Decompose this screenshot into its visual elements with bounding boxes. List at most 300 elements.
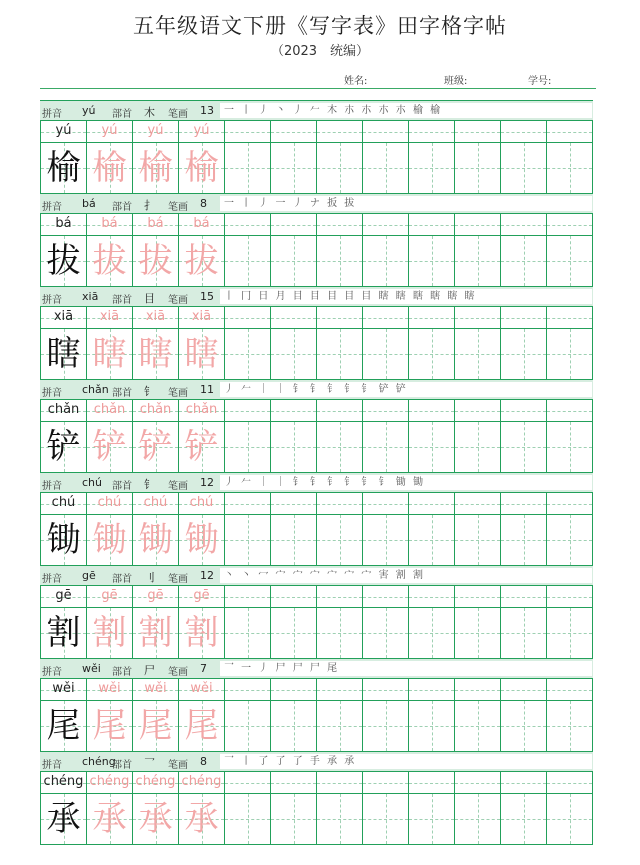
pinyin-cell[interactable] (316, 493, 362, 514)
radical-value: 尸 (144, 664, 155, 677)
trace-character: 榆 (92, 148, 127, 188)
trace-character: 铲 (138, 427, 173, 467)
strokes-label: 笔画 (168, 760, 188, 771)
pinyin-cell[interactable] (40, 493, 86, 514)
tianzige-cell[interactable] (40, 794, 86, 844)
tianzige-cell[interactable] (362, 143, 408, 193)
tianzige-cell[interactable] (40, 329, 86, 379)
pinyin-cell[interactable] (316, 586, 362, 607)
tianzige-cell[interactable] (454, 236, 500, 286)
pinyin-trace-text: chú (97, 495, 122, 510)
pinyin-cell[interactable] (178, 679, 224, 700)
tianzige-cell[interactable] (362, 329, 408, 379)
trace-character: 拔 (184, 241, 219, 281)
tianzige-cell[interactable] (316, 701, 362, 751)
stroke-count-value: 7 (200, 662, 207, 675)
character-grid-row (40, 143, 593, 194)
pinyin-cell[interactable] (86, 772, 132, 793)
tianzige-cell[interactable] (500, 236, 546, 286)
tianzige-cell[interactable] (132, 794, 178, 844)
tianzige-cell[interactable] (224, 701, 270, 751)
tianzige-cell[interactable] (408, 329, 454, 379)
tianzige-cell[interactable] (40, 236, 86, 286)
tianzige-cell[interactable] (316, 794, 362, 844)
pinyin-cell[interactable] (224, 772, 270, 793)
radical-label: 部首 (112, 202, 132, 213)
pinyin-cell[interactable] (500, 121, 546, 142)
tianzige-cell[interactable] (132, 701, 178, 751)
trace-character: 瞎 (92, 334, 127, 374)
pinyin-cell[interactable] (40, 586, 86, 607)
tianzige-cell[interactable] (40, 608, 86, 658)
tianzige-cell[interactable] (86, 329, 132, 379)
character-grid-row (40, 236, 593, 287)
tianzige-cell[interactable] (546, 608, 593, 658)
pinyin-cell[interactable] (132, 679, 178, 700)
stroke-order-sequence: 乛 丨 了 了 了 手 承 承 (224, 756, 357, 767)
tianzige-cell[interactable] (454, 701, 500, 751)
tianzige-cell[interactable] (224, 422, 270, 472)
pinyin-cell[interactable] (224, 214, 270, 235)
pinyin-cell[interactable] (454, 214, 500, 235)
student-info-line (40, 70, 596, 89)
tianzige-cell[interactable] (362, 701, 408, 751)
pinyin-value: bá (82, 197, 96, 210)
pinyin-cell[interactable] (86, 121, 132, 142)
tianzige-cell[interactable] (362, 422, 408, 472)
name-label: 姓名: (344, 76, 368, 87)
pinyin-cell[interactable] (362, 586, 408, 607)
tianzige-cell[interactable] (86, 794, 132, 844)
stroke-order-sequence: 丨 冂 日 月 目 目 目 目 目 瞎 瞎 瞎 瞎 瞎 瞎 (224, 291, 477, 302)
trace-character: 铲 (184, 427, 219, 467)
tianzige-cell[interactable] (546, 515, 593, 565)
student-number-label: 学号: (528, 76, 552, 87)
pinyin-cell[interactable] (546, 121, 593, 142)
pinyin-text: wěi (52, 681, 75, 696)
pinyin-cell[interactable] (500, 679, 546, 700)
character-info-bar (40, 659, 593, 679)
tianzige-cell[interactable] (408, 608, 454, 658)
pinyin-cell[interactable] (224, 493, 270, 514)
pinyin-cell[interactable] (362, 400, 408, 421)
tianzige-cell[interactable] (224, 236, 270, 286)
trace-character: 承 (184, 799, 219, 839)
trace-character: 榆 (138, 148, 173, 188)
pinyin-cell[interactable] (270, 214, 316, 235)
pinyin-cell[interactable] (178, 586, 224, 607)
strokes-label: 笔画 (168, 667, 188, 678)
trace-character: 尾 (92, 706, 127, 746)
pinyin-cell[interactable] (316, 400, 362, 421)
practice-sheet (40, 100, 593, 845)
tianzige-cell[interactable] (500, 329, 546, 379)
tianzige-cell[interactable] (546, 701, 593, 751)
tianzige-cell[interactable] (270, 515, 316, 565)
pinyin-cell[interactable] (270, 307, 316, 328)
tianzige-cell[interactable] (408, 701, 454, 751)
model-character: 锄 (46, 520, 81, 560)
radical-label: 部首 (112, 574, 132, 585)
pinyin-cell[interactable] (316, 679, 362, 700)
character-grid-row (40, 422, 593, 473)
tianzige-cell[interactable] (454, 422, 500, 472)
tianzige-cell[interactable] (132, 422, 178, 472)
character-block (40, 194, 593, 287)
character-grid-row (40, 794, 593, 845)
trace-character: 割 (184, 613, 219, 653)
pinyin-cell[interactable] (500, 493, 546, 514)
tianzige-cell[interactable] (40, 422, 86, 472)
trace-character: 锄 (92, 520, 127, 560)
character-block (40, 659, 593, 752)
pinyin-cell[interactable] (362, 214, 408, 235)
strokes-label: 笔画 (168, 481, 188, 492)
pinyin-cell[interactable] (86, 679, 132, 700)
trace-character: 拔 (138, 241, 173, 281)
pinyin-row (40, 493, 593, 515)
tianzige-cell[interactable] (224, 608, 270, 658)
tianzige-cell[interactable] (408, 422, 454, 472)
pinyin-cell[interactable] (132, 400, 178, 421)
pinyin-cell[interactable] (316, 214, 362, 235)
stroke-order-box (220, 754, 592, 769)
tianzige-cell[interactable] (224, 143, 270, 193)
pinyin-cell[interactable] (500, 772, 546, 793)
pinyin-trace-text: gē (147, 588, 164, 603)
pinyin-label: 拼音 (42, 202, 62, 213)
pinyin-cell[interactable] (546, 400, 593, 421)
pinyin-label: 拼音 (42, 760, 62, 771)
tianzige-cell[interactable] (454, 794, 500, 844)
character-info-bar (40, 287, 593, 307)
pinyin-row (40, 307, 593, 329)
radical-label: 部首 (112, 667, 132, 678)
model-character: 铲 (46, 427, 81, 467)
radical-label: 部首 (112, 760, 132, 771)
tianzige-cell[interactable] (270, 701, 316, 751)
stroke-count-value: 8 (200, 197, 207, 210)
character-block (40, 752, 593, 845)
pinyin-cell[interactable] (132, 493, 178, 514)
pinyin-value: yú (82, 104, 96, 117)
tianzige-cell[interactable] (362, 608, 408, 658)
tianzige-cell[interactable] (546, 794, 593, 844)
radical-value: 目 (144, 292, 155, 305)
tianzige-cell[interactable] (178, 236, 224, 286)
tianzige-cell[interactable] (224, 794, 270, 844)
tianzige-cell[interactable] (132, 236, 178, 286)
pinyin-cell[interactable] (454, 400, 500, 421)
tianzige-cell[interactable] (454, 515, 500, 565)
tianzige-cell[interactable] (362, 515, 408, 565)
radical-value: 钅 (144, 478, 155, 491)
pinyin-trace-text: chú (143, 495, 168, 510)
pinyin-cell[interactable] (408, 400, 454, 421)
tianzige-cell[interactable] (408, 515, 454, 565)
pinyin-cell[interactable] (500, 307, 546, 328)
tianzige-cell[interactable] (408, 794, 454, 844)
pinyin-cell[interactable] (224, 121, 270, 142)
tianzige-cell[interactable] (224, 329, 270, 379)
pinyin-cell[interactable] (40, 121, 86, 142)
pinyin-trace-text: chéng (89, 774, 130, 789)
pinyin-cell[interactable] (454, 121, 500, 142)
strokes-label: 笔画 (168, 574, 188, 585)
character-block (40, 473, 593, 566)
pinyin-cell[interactable] (40, 307, 86, 328)
stroke-order-sequence: 乛 一 丿 尸 尸 尸 尾 (224, 663, 340, 674)
pinyin-cell[interactable] (178, 400, 224, 421)
pinyin-cell[interactable] (132, 214, 178, 235)
stroke-order-box (220, 196, 592, 211)
tianzige-cell[interactable] (454, 608, 500, 658)
radical-label: 部首 (112, 388, 132, 399)
pinyin-cell[interactable] (224, 586, 270, 607)
pinyin-cell[interactable] (86, 586, 132, 607)
pinyin-cell[interactable] (362, 679, 408, 700)
pinyin-label: 拼音 (42, 574, 62, 585)
pinyin-trace-text: chú (189, 495, 214, 510)
tianzige-cell[interactable] (40, 701, 86, 751)
pinyin-cell[interactable] (86, 493, 132, 514)
tianzige-cell[interactable] (40, 515, 86, 565)
pinyin-cell[interactable] (224, 307, 270, 328)
pinyin-cell[interactable] (270, 679, 316, 700)
pinyin-cell[interactable] (270, 121, 316, 142)
tianzige-cell[interactable] (270, 143, 316, 193)
pinyin-trace-text: bá (193, 216, 210, 231)
pinyin-cell[interactable] (500, 400, 546, 421)
pinyin-value: xiā (82, 290, 99, 303)
pinyin-cell[interactable] (316, 772, 362, 793)
pinyin-cell[interactable] (408, 493, 454, 514)
tianzige-cell[interactable] (224, 515, 270, 565)
tianzige-cell[interactable] (270, 608, 316, 658)
pinyin-cell[interactable] (408, 214, 454, 235)
pinyin-cell[interactable] (546, 493, 593, 514)
pinyin-cell[interactable] (362, 307, 408, 328)
tianzige-cell[interactable] (500, 143, 546, 193)
pinyin-text: chéng (43, 774, 84, 789)
pinyin-text: yú (55, 123, 72, 138)
pinyin-trace-text: chéng (181, 774, 222, 789)
tianzige-cell[interactable] (316, 515, 362, 565)
pinyin-cell[interactable] (270, 586, 316, 607)
character-block (40, 566, 593, 659)
tianzige-cell[interactable] (86, 236, 132, 286)
pinyin-cell[interactable] (86, 400, 132, 421)
pinyin-value: chǎn (82, 383, 109, 396)
pinyin-cell[interactable] (408, 307, 454, 328)
stroke-order-box (220, 103, 592, 118)
pinyin-cell[interactable] (546, 214, 593, 235)
pinyin-cell[interactable] (500, 586, 546, 607)
pinyin-cell[interactable] (132, 586, 178, 607)
trace-character: 榆 (184, 148, 219, 188)
radical-value: 钅 (144, 385, 155, 398)
tianzige-cell[interactable] (270, 329, 316, 379)
pinyin-cell[interactable] (178, 772, 224, 793)
tianzige-cell[interactable] (316, 329, 362, 379)
tianzige-cell[interactable] (500, 701, 546, 751)
pinyin-label: 拼音 (42, 667, 62, 678)
pinyin-row (40, 400, 593, 422)
tianzige-cell[interactable] (408, 236, 454, 286)
stroke-order-box (220, 382, 592, 397)
tianzige-cell[interactable] (316, 608, 362, 658)
pinyin-cell[interactable] (316, 121, 362, 142)
pinyin-cell[interactable] (546, 772, 593, 793)
tianzige-cell[interactable] (178, 608, 224, 658)
pinyin-trace-text: gē (101, 588, 118, 603)
character-info-bar (40, 566, 593, 586)
tianzige-cell[interactable] (270, 794, 316, 844)
tianzige-cell[interactable] (546, 329, 593, 379)
pinyin-cell[interactable] (362, 121, 408, 142)
pinyin-cell[interactable] (178, 493, 224, 514)
tianzige-cell[interactable] (178, 143, 224, 193)
tianzige-cell[interactable] (362, 236, 408, 286)
pinyin-cell[interactable] (178, 307, 224, 328)
tianzige-cell[interactable] (316, 422, 362, 472)
trace-character: 承 (138, 799, 173, 839)
tianzige-cell[interactable] (86, 422, 132, 472)
trace-character: 瞎 (184, 334, 219, 374)
pinyin-trace-text: chéng (135, 774, 176, 789)
model-character: 瞎 (46, 334, 81, 374)
tianzige-cell[interactable] (86, 515, 132, 565)
tianzige-cell[interactable] (316, 236, 362, 286)
pinyin-text: xiā (53, 309, 74, 324)
tianzige-cell[interactable] (178, 794, 224, 844)
tianzige-cell[interactable] (500, 422, 546, 472)
tianzige-cell[interactable] (454, 143, 500, 193)
tianzige-cell[interactable] (316, 143, 362, 193)
pinyin-cell[interactable] (454, 679, 500, 700)
tianzige-cell[interactable] (132, 143, 178, 193)
pinyin-trace-text: yú (101, 123, 118, 138)
pinyin-trace-text: wěi (98, 681, 121, 696)
tianzige-cell[interactable] (178, 515, 224, 565)
tianzige-cell[interactable] (86, 143, 132, 193)
radical-value: 扌 (144, 199, 155, 212)
radical-value: 刂 (144, 571, 155, 584)
model-character: 拔 (46, 241, 81, 281)
tianzige-cell[interactable] (86, 701, 132, 751)
pinyin-cell[interactable] (500, 214, 546, 235)
pinyin-label: 拼音 (42, 109, 62, 120)
pinyin-cell[interactable] (546, 586, 593, 607)
pinyin-cell[interactable] (40, 214, 86, 235)
pinyin-cell[interactable] (408, 679, 454, 700)
pinyin-trace-text: xiā (191, 309, 212, 324)
trace-character: 锄 (184, 520, 219, 560)
pinyin-cell[interactable] (86, 307, 132, 328)
tianzige-cell[interactable] (454, 329, 500, 379)
tianzige-cell[interactable] (132, 515, 178, 565)
trace-character: 承 (92, 799, 127, 839)
pinyin-cell[interactable] (362, 493, 408, 514)
stroke-order-box (220, 475, 592, 490)
pinyin-cell[interactable] (40, 679, 86, 700)
pinyin-cell[interactable] (454, 307, 500, 328)
stroke-count-value: 11 (200, 383, 214, 396)
pinyin-cell[interactable] (408, 586, 454, 607)
pinyin-cell[interactable] (362, 772, 408, 793)
pinyin-label: 拼音 (42, 388, 62, 399)
tianzige-cell[interactable] (408, 143, 454, 193)
pinyin-cell[interactable] (546, 307, 593, 328)
pinyin-cell[interactable] (132, 772, 178, 793)
pinyin-cell[interactable] (454, 586, 500, 607)
pinyin-row (40, 121, 593, 143)
tianzige-cell[interactable] (86, 608, 132, 658)
pinyin-cell[interactable] (316, 307, 362, 328)
tianzige-cell[interactable] (270, 422, 316, 472)
tianzige-cell[interactable] (500, 515, 546, 565)
pinyin-cell[interactable] (454, 772, 500, 793)
strokes-label: 笔画 (168, 202, 188, 213)
model-character: 尾 (46, 706, 81, 746)
pinyin-cell[interactable] (270, 772, 316, 793)
stroke-order-box (220, 289, 592, 304)
class-label: 班级: (444, 76, 468, 87)
pinyin-cell[interactable] (408, 121, 454, 142)
pinyin-cell[interactable] (86, 214, 132, 235)
tianzige-cell[interactable] (132, 608, 178, 658)
tianzige-cell[interactable] (500, 794, 546, 844)
pinyin-cell[interactable] (546, 679, 593, 700)
pinyin-cell[interactable] (40, 400, 86, 421)
trace-character: 瞎 (138, 334, 173, 374)
tianzige-cell[interactable] (132, 329, 178, 379)
pinyin-trace-text: bá (101, 216, 118, 231)
strokes-label: 笔画 (168, 388, 188, 399)
character-info-bar (40, 752, 593, 772)
trace-character: 割 (92, 613, 127, 653)
tianzige-cell[interactable] (500, 608, 546, 658)
pinyin-cell[interactable] (178, 214, 224, 235)
tianzige-cell[interactable] (546, 422, 593, 472)
pinyin-cell[interactable] (224, 679, 270, 700)
pinyin-cell[interactable] (408, 772, 454, 793)
tianzige-cell[interactable] (178, 701, 224, 751)
tianzige-cell[interactable] (270, 236, 316, 286)
trace-character: 尾 (138, 706, 173, 746)
tianzige-cell[interactable] (546, 236, 593, 286)
pinyin-cell[interactable] (224, 400, 270, 421)
tianzige-cell[interactable] (178, 329, 224, 379)
pinyin-cell[interactable] (132, 307, 178, 328)
pinyin-row (40, 679, 593, 701)
pinyin-text: chú (51, 495, 76, 510)
pinyin-cell[interactable] (270, 400, 316, 421)
pinyin-cell[interactable] (178, 121, 224, 142)
pinyin-value: chú (82, 476, 102, 489)
pinyin-cell[interactable] (454, 493, 500, 514)
tianzige-cell[interactable] (362, 794, 408, 844)
pinyin-text: gē (55, 588, 72, 603)
tianzige-cell[interactable] (546, 143, 593, 193)
tianzige-cell[interactable] (40, 143, 86, 193)
pinyin-cell[interactable] (270, 493, 316, 514)
pinyin-cell[interactable] (132, 121, 178, 142)
tianzige-cell[interactable] (178, 422, 224, 472)
pinyin-cell[interactable] (40, 772, 86, 793)
page-title: 五年级语文下册《写字表》田字格字帖 (133, 14, 507, 38)
pinyin-text: bá (55, 216, 72, 231)
